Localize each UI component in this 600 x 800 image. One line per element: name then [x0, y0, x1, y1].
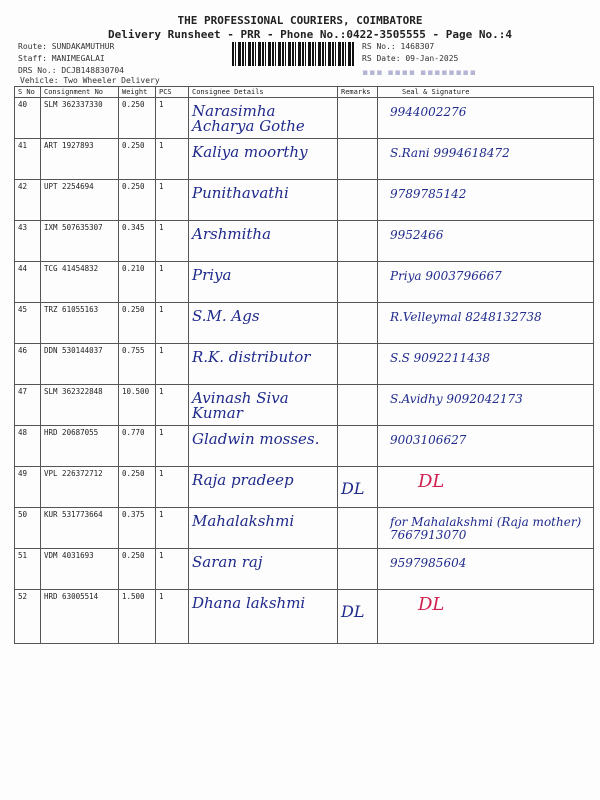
- consignee-cell: Kaliya moorthy: [189, 139, 338, 180]
- table-row: [15, 426, 594, 467]
- weight-cell: 0.250: [119, 139, 156, 180]
- table-header: [15, 87, 594, 98]
- consignee-cell: Gladwin mosses.: [189, 426, 338, 467]
- col-signature: Seal & Signature: [378, 87, 594, 98]
- table-row: [15, 385, 594, 426]
- pcs-cell: 1: [156, 385, 189, 426]
- consignment-cell: UPT 2254694: [41, 180, 119, 221]
- pcs-cell: 1: [156, 98, 189, 139]
- weight-cell: 0.250: [119, 549, 156, 590]
- col-pcs: PCS: [156, 87, 189, 98]
- sno-cell: 52: [15, 590, 41, 644]
- col-consignment: Consignment No: [41, 87, 119, 98]
- vehicle: Vehicle: Two Wheeler Delivery: [20, 76, 160, 85]
- staff: Staff: MANIMEGALAI: [18, 54, 105, 63]
- remarks-cell: [338, 549, 378, 590]
- sno-cell: 50: [15, 508, 41, 549]
- consignment-cell: VDM 4031693: [41, 549, 119, 590]
- sno-cell: 44: [15, 262, 41, 303]
- sno-cell: 49: [15, 467, 41, 508]
- runsheet-table: [14, 86, 594, 644]
- consignment-cell: TCG 41454832: [41, 262, 119, 303]
- signature-cell: 9597985604: [378, 549, 594, 590]
- consignment-cell: DDN 530144037: [41, 344, 119, 385]
- drs-number: DRS No.: DCJB148830704: [18, 66, 124, 75]
- remarks-cell: [338, 262, 378, 303]
- consignment-cell: SLM 362337330: [41, 98, 119, 139]
- weight-cell: 10.500: [119, 385, 156, 426]
- consignment-cell: KUR 531773664: [41, 508, 119, 549]
- pcs-cell: 1: [156, 262, 189, 303]
- table-row: [15, 508, 594, 549]
- pcs-cell: 1: [156, 467, 189, 508]
- weight-cell: 0.770: [119, 426, 156, 467]
- remarks-cell: [338, 303, 378, 344]
- consignment-cell: SLM 362322848: [41, 385, 119, 426]
- consignee-cell: R.K. distributor: [189, 344, 338, 385]
- sno-cell: 48: [15, 426, 41, 467]
- consignment-cell: IXM 507635307: [41, 221, 119, 262]
- route: Route: SUNDAKAMUTHUR: [18, 42, 115, 51]
- signature-cell: DL: [378, 467, 594, 508]
- signature-cell: S.S 9092211438: [378, 344, 594, 385]
- remarks-cell: [338, 139, 378, 180]
- signature-cell: S.Rani 9994618472: [378, 139, 594, 180]
- pcs-cell: 1: [156, 508, 189, 549]
- consignment-cell: HRD 20687055: [41, 426, 119, 467]
- col-remarks: Remarks: [338, 87, 378, 98]
- signature-cell: R.Velleymal 8248132738: [378, 303, 594, 344]
- pcs-cell: 1: [156, 426, 189, 467]
- weight-cell: 0.250: [119, 180, 156, 221]
- sno-cell: 46: [15, 344, 41, 385]
- table-row: [15, 467, 594, 508]
- faded-stamp: ▪▪▪ ▪▪▪▪ ▪▪▪▪▪▪▪▪: [362, 68, 477, 78]
- remarks-cell: DL: [338, 590, 378, 644]
- sno-cell: 51: [15, 549, 41, 590]
- weight-cell: 0.250: [119, 467, 156, 508]
- sno-cell: 47: [15, 385, 41, 426]
- consignee-cell: Avinash Siva Kumar: [189, 385, 338, 426]
- consignee-cell: Narasimha Acharya Gothe: [189, 98, 338, 139]
- sno-cell: 43: [15, 221, 41, 262]
- company-title: THE PROFESSIONAL COURIERS, COIMBATORE: [177, 14, 423, 27]
- signature-cell: 9789785142: [378, 180, 594, 221]
- consignment-cell: VPL 226372712: [41, 467, 119, 508]
- weight-cell: 0.375: [119, 508, 156, 549]
- signature-cell: 9952466: [378, 221, 594, 262]
- table-row: [15, 98, 594, 139]
- weight-cell: 0.210: [119, 262, 156, 303]
- weight-cell: 0.250: [119, 98, 156, 139]
- remarks-cell: [338, 180, 378, 221]
- remarks-cell: [338, 385, 378, 426]
- signature-cell: S.Avidhy 9092042173: [378, 385, 594, 426]
- remarks-cell: [338, 221, 378, 262]
- weight-cell: 0.755: [119, 344, 156, 385]
- consignee-cell: Punithavathi: [189, 180, 338, 221]
- signature-cell: 9003106627: [378, 426, 594, 467]
- pcs-cell: 1: [156, 549, 189, 590]
- signature-cell: for Mahalakshmi (Raja mother) 7667913070: [378, 508, 594, 549]
- barcode: [232, 42, 354, 66]
- remarks-cell: [338, 508, 378, 549]
- rs-date: RS Date: 09-Jan-2025: [362, 54, 459, 63]
- table-row: [15, 180, 594, 221]
- table-row: [15, 262, 594, 303]
- pcs-cell: 1: [156, 180, 189, 221]
- consignee-cell: Saran raj: [189, 549, 338, 590]
- sno-cell: 45: [15, 303, 41, 344]
- sno-cell: 41: [15, 139, 41, 180]
- table-row: [15, 344, 594, 385]
- pcs-cell: 1: [156, 303, 189, 344]
- consignee-cell: S.M. Ags: [189, 303, 338, 344]
- table-row: [15, 303, 594, 344]
- signature-cell: 9944002276: [378, 98, 594, 139]
- table-row: [15, 549, 594, 590]
- consignee-cell: Dhana lakshmi: [189, 590, 338, 644]
- pcs-cell: 1: [156, 221, 189, 262]
- consignment-cell: ART 1927893: [41, 139, 119, 180]
- consignee-cell: Raja pradeep: [189, 467, 338, 508]
- consignment-cell: HRD 63005514: [41, 590, 119, 644]
- table-row: [15, 139, 594, 180]
- table-row: [15, 221, 594, 262]
- sno-cell: 40: [15, 98, 41, 139]
- signature-cell: Priya 9003796667: [378, 262, 594, 303]
- remarks-cell: [338, 426, 378, 467]
- weight-cell: 1.500: [119, 590, 156, 644]
- consignment-cell: TRZ 61055163: [41, 303, 119, 344]
- table-row: [15, 590, 594, 644]
- remarks-cell: DL: [338, 467, 378, 508]
- consignee-cell: Mahalakshmi: [189, 508, 338, 549]
- sno-cell: 42: [15, 180, 41, 221]
- rs-number: RS No.: 1468307: [362, 42, 435, 51]
- consignee-cell: Arshmitha: [189, 221, 338, 262]
- col-consignee: Consignee Details: [189, 87, 338, 98]
- weight-cell: 0.345: [119, 221, 156, 262]
- weight-cell: 0.250: [119, 303, 156, 344]
- pcs-cell: 1: [156, 344, 189, 385]
- consignee-cell: Priya: [189, 262, 338, 303]
- remarks-cell: [338, 98, 378, 139]
- pcs-cell: 1: [156, 590, 189, 644]
- remarks-cell: [338, 344, 378, 385]
- runsheet-subtitle: Delivery Runsheet - PRR - Phone No.:0422-3505555 - Page No.:4: [108, 28, 512, 41]
- signature-cell: DL: [378, 590, 594, 644]
- col-sno: S No: [15, 87, 41, 98]
- col-weight: Weight: [119, 87, 156, 98]
- pcs-cell: 1: [156, 139, 189, 180]
